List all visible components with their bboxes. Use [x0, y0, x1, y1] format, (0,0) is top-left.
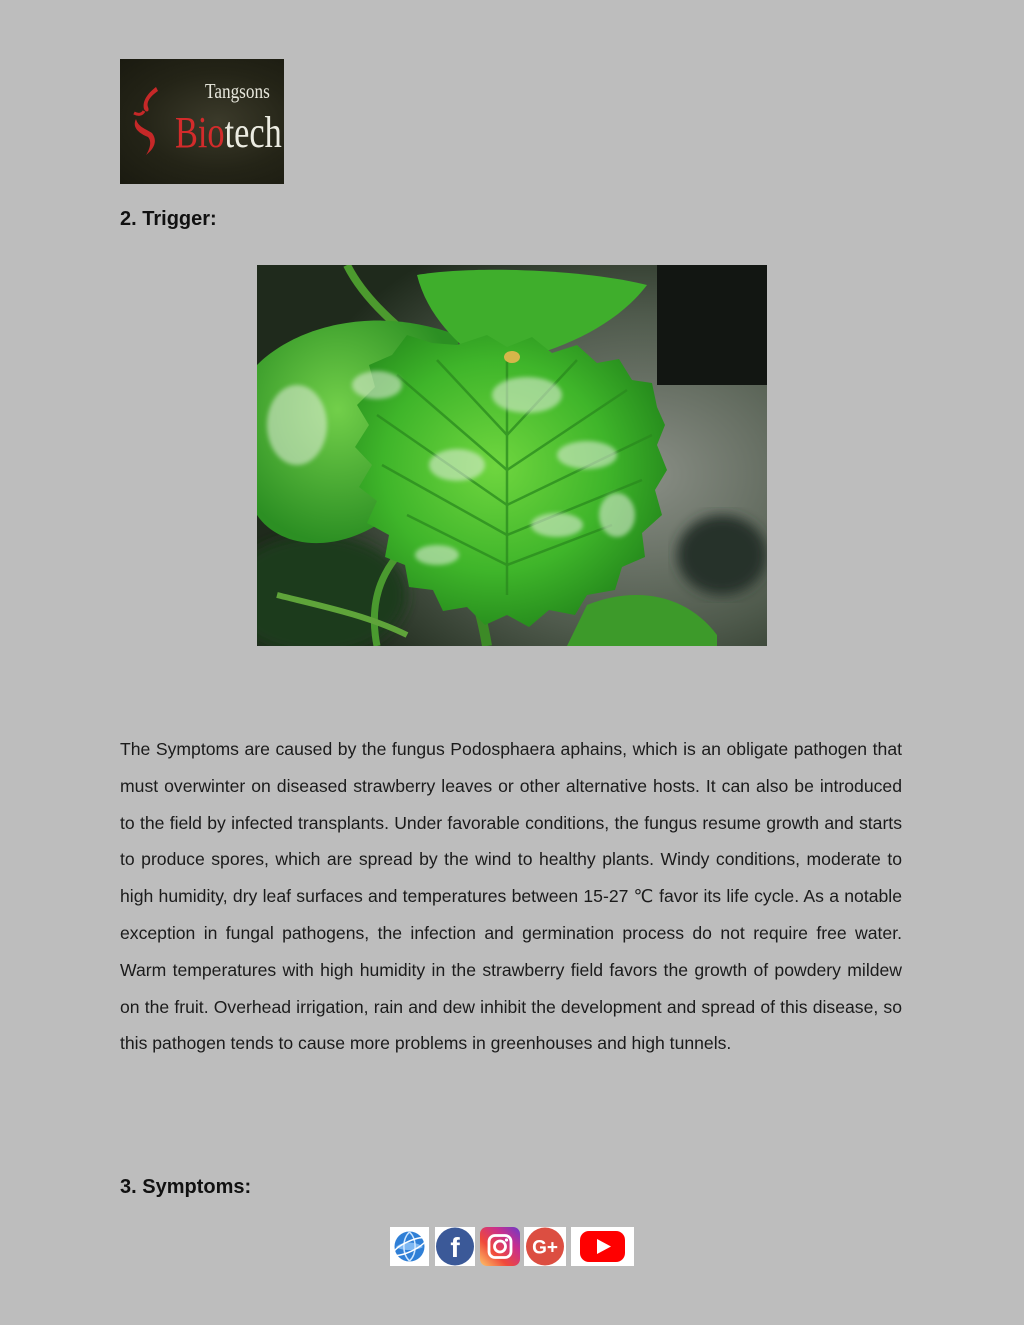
google-plus-icon[interactable] [524, 1227, 566, 1266]
globe-icon[interactable] [390, 1227, 429, 1266]
section-heading-trigger: 2. Trigger: [120, 208, 217, 230]
logo-text-tech: tech [224, 108, 282, 157]
google-plus-text: G+ [532, 1237, 558, 1259]
instagram-icon[interactable] [480, 1227, 520, 1266]
facebook-letter: f [450, 1232, 460, 1263]
logo-text-tangsons: Tangsons [205, 79, 270, 103]
logo-mark-icon [126, 79, 172, 159]
section-heading-symptoms: 3. Symptoms: [120, 1176, 252, 1198]
logo-text-biotech [175, 108, 282, 157]
strawberry-leaf-photo [257, 265, 767, 646]
trigger-description-paragraph: The Symptoms are caused by the fungus Podosphaera aphains, which is an obligate pathogen that must overwinter on diseased strawberry leaves or other alternative hosts. It can also be introduced to the field by infected transplants. Under favorable conditions, the fungus resume growth and starts to produce spores, which are spread by the wind to healthy plants. Windy conditions, moderate to high humidity, dry leaf surfaces and temperatures between 15-27 ℃ favor its life cycle. As a notable exception in fungal pathogens, the infection and germination process do not require free water. Warm temperatures with high humidity in the strawberry field favors the growth of powdery mildew on the fruit. Overhead irrigation, rain and dew inhibit the development and spread of this disease, so this pathogen tends to cause more problems in greenhouses and high tunnels. [120, 739, 902, 1054]
facebook-icon[interactable] [435, 1227, 475, 1266]
logo-text-bio: Bio [175, 108, 225, 157]
brand-logo [120, 59, 284, 184]
youtube-icon[interactable] [571, 1227, 634, 1266]
